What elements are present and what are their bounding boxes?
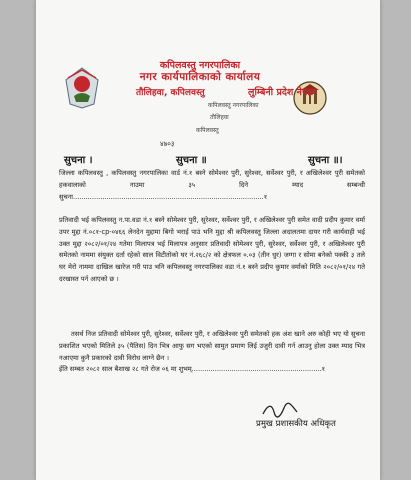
notice-paragraph-2: प्रतिवादी भई कपिलवस्तु न.पा.वडा नं.१ बस्ने सोमेश्वर पुरी, सुरेश्वर, सर्वेश्वर पुरी, र अखिलेश्वर पुरी समेत वादी प्रदीप कुमार वर्मा उपर मुद्दा नं.०८१-cp-०४६६ लेनदेन मुद्दामा बिगो भराई पाउं भनि मुद्दा श्री कपिलवस्तु जिल्ला अदालतमा दायर गरी कार्यवाही भई उक्त मुद्दा २०८२/०१/२४ गतेमा मिलापत्र भई मिलापत्र अनुसार प्रतिवादी सोमेश्वर पुरी, सुरेश्वर, सर्वेश्वर पुरी, र अखिलेश्वर पुरी समेतको नाममा संयुक्त दर्ता रहेको साल विटीतोको घर नं.२६८/२ को क्षेत्रफल ०.०३ (तीन धुर) जग्गा र सोमा बनेको पक्की ३ तले घर मेरो नाममा दाखिल खारेज गरी पाउ भनि कपिलवस्तु नगरपालिका वडा नं.१ बस्ने प्रदीप कुमार वर्माको मिति २०८२/०१/२४ गते दरखास्त पर्न आएको छ ।	[59, 216, 365, 283]
nepal-emblem-icon	[62, 66, 102, 110]
municipality-logo-icon	[292, 78, 328, 118]
stamp-text-3: कपिलवस्तु	[196, 127, 219, 134]
reference-number: ४७०३	[160, 140, 175, 148]
stamp-text-1: कपिलवस्तु नगरपालिका	[208, 102, 259, 109]
notice-paragraph-1: जिल्ला कपिलवस्तु , कपिलवस्तु नगरपालिका वार्ड नं.१ बस्ने सोमेश्वर पुरी, सुरेश्वर, सर्वेश्वर पुरी, र अखिलेश्वर पुरी समेतको हकवालाको नाउमा ३५ दिने म्याद सम्बन्धी सुचना...........................................................................................१	[59, 169, 365, 201]
notice-heading-2: सुचना ॥	[176, 155, 207, 166]
stamp-text-2: तौलिहवा	[210, 114, 229, 121]
signature-icon	[260, 400, 300, 420]
notice-heading-1: सुचना ।	[64, 155, 93, 166]
office-location: तौलिहवा, कपिलवस्तु	[136, 88, 205, 98]
signatory-title: प्रमुख प्रशासकीय अधिकृत	[256, 419, 336, 429]
office-name: नगर कार्यपालिकाको कार्यालय	[139, 71, 261, 83]
municipality-name: कपिलवस्तु नगरपालिका	[159, 60, 241, 71]
province-name: लुम्बिनी प्रदेश नेपाल	[248, 87, 317, 98]
notice-heading-3: सुचना ॥।	[308, 155, 343, 166]
notice-paragraph-3: तसर्थ निज प्रतिवादी सोमेश्वर पुरी, सुरेश्वर, सर्वेश्वर पुरी, र अखिलेश्वर पुरी समेतको हक अंश खाने अरु कोही भए यो सुचना प्रकाशित भएको मितिले ३५ (पैतिस) दिन भित्र आफु सग भएको सामुत प्रमाण लिई उजुरी दावी गर्न आउनु होला उक्त म्याद भित्र नआएमा कुनै प्रकारको दावी विरोध लाग्ने छैन । ईति सम्बत २०८२ साल बैशाख २८ गते रोज ०६ मा शुभम्..............................................................१	[59, 330, 365, 374]
